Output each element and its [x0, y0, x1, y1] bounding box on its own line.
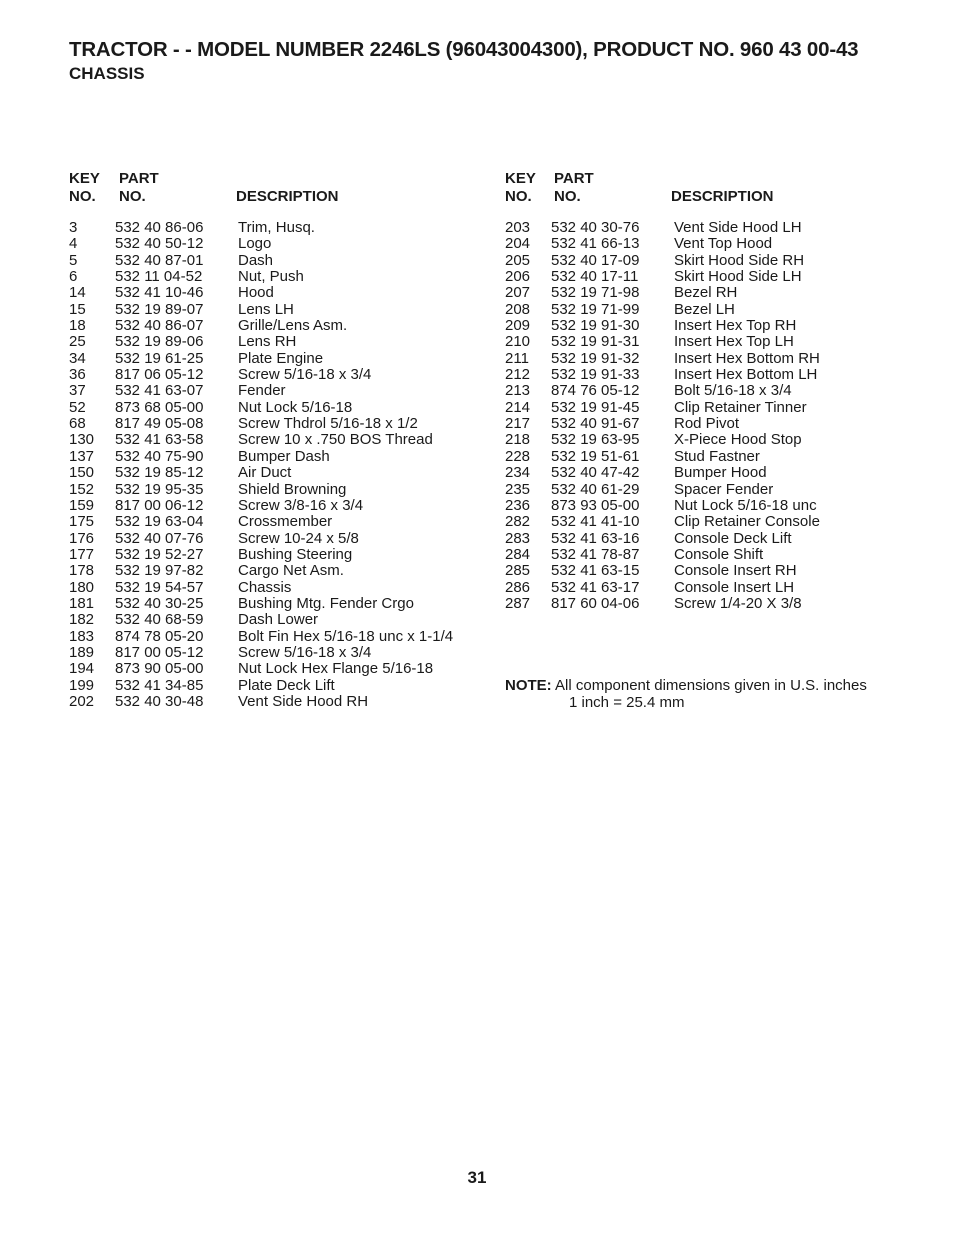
part-description: Lens RH: [238, 333, 297, 351]
part-description: Bolt Fin Hex 5/16-18 unc x 1-1/4: [238, 627, 454, 645]
key-number: 159: [69, 496, 95, 514]
key-number: 218: [505, 431, 531, 449]
part-description: Nut Lock 5/16-18: [238, 398, 353, 416]
key-number: 137: [69, 447, 95, 465]
part-number: 873 68 05-00: [115, 398, 204, 416]
key-number: 202: [69, 692, 95, 710]
key-number: 4: [69, 235, 78, 253]
part-number: 817 00 05-12: [115, 643, 204, 661]
key-number: 177: [69, 545, 95, 563]
key-number: 208: [505, 300, 531, 318]
part-number: 817 00 06-12: [115, 496, 204, 514]
part-description: Rod Pivot: [674, 415, 740, 433]
part-number: 532 40 30-25: [115, 594, 204, 612]
part-number: 532 19 63-95: [551, 431, 640, 449]
part-header-line2: NO.: [119, 188, 146, 205]
part-description: Screw Thdrol 5/16-18 x 1/2: [238, 415, 418, 433]
part-description: Insert Hex Bottom LH: [674, 366, 818, 384]
part-description: Bushing Steering: [238, 545, 353, 563]
part-number: 532 19 89-07: [115, 300, 204, 318]
part-header-line1: PART: [119, 170, 159, 187]
part-description: Spacer Fender: [674, 480, 774, 498]
part-number: 532 40 07-76: [115, 529, 204, 547]
part-description: Console Insert LH: [674, 578, 795, 596]
part-number: 532 41 10-46: [115, 284, 204, 302]
key-number: 36: [69, 366, 86, 384]
part-description: Lens LH: [238, 300, 294, 318]
part-description: Insert Hex Top LH: [674, 333, 794, 351]
part-number: 532 40 86-07: [115, 317, 204, 335]
key-number: 52: [69, 398, 86, 416]
key-number: 286: [505, 578, 531, 596]
key-number: 285: [505, 562, 531, 580]
key-number: 287: [505, 594, 531, 612]
key-number: 204: [505, 235, 531, 253]
key-number: 282: [505, 513, 531, 531]
key-number: 34: [69, 349, 86, 367]
part-description: Nut Lock Hex Flange 5/16-18: [238, 660, 434, 678]
key-number: 3: [69, 219, 78, 236]
part-description: Vent Side Hood LH: [674, 219, 802, 236]
key-number: 178: [69, 562, 95, 580]
part-description: Grille/Lens Asm.: [238, 317, 348, 335]
part-number: 532 41 63-58: [115, 431, 204, 449]
part-description: Nut, Push: [238, 268, 304, 286]
key-number: 234: [505, 464, 531, 482]
part-description: Screw 5/16-18 x 3/4: [238, 366, 372, 384]
part-description: Fender: [238, 382, 286, 400]
part-description: Cargo Net Asm.: [238, 562, 344, 580]
part-number: 532 19 91-31: [551, 333, 640, 351]
part-number: 532 19 97-82: [115, 562, 204, 580]
key-number: 25: [69, 333, 86, 351]
part-number: 532 19 71-99: [551, 300, 640, 318]
part-number: 532 19 61-25: [115, 349, 204, 367]
key-number: 6: [69, 268, 78, 286]
part-description: Bumper Dash: [238, 447, 330, 465]
key-number: 207: [505, 284, 531, 302]
part-description: Vent Top Hood: [674, 235, 773, 253]
part-number: 817 60 04-06: [551, 594, 640, 612]
part-description: Clip Retainer Console: [674, 513, 820, 531]
part-number: 532 19 91-33: [551, 366, 640, 384]
key-number: 199: [69, 676, 95, 694]
part-number: 532 40 47-42: [551, 464, 640, 482]
page-title: TRACTOR - - MODEL NUMBER 2246LS (96043004300), PRODUCT NO. 960 43 00-43: [69, 38, 859, 61]
part-number: 532 41 63-17: [551, 578, 640, 596]
key-number: 203: [505, 219, 531, 236]
key-number: 217: [505, 415, 531, 433]
part-number: 532 40 86-06: [115, 219, 204, 236]
key-number: 181: [69, 594, 95, 612]
key-number: 283: [505, 529, 531, 547]
key-number: 68: [69, 415, 86, 433]
key-number: 176: [69, 529, 95, 547]
part-number: 532 40 50-12: [115, 235, 204, 253]
part-number: 873 90 05-00: [115, 660, 204, 678]
key-number: 235: [505, 480, 531, 498]
part-number: 532 40 87-01: [115, 251, 204, 269]
description-header: DESCRIPTION: [671, 188, 774, 205]
key-number: 152: [69, 480, 95, 498]
part-description: Bezel LH: [674, 300, 735, 318]
key-number: 209: [505, 317, 531, 335]
part-description: Dash Lower: [238, 611, 319, 629]
part-number: 532 41 63-15: [551, 562, 640, 580]
part-number: 532 11 04-52: [115, 268, 203, 286]
part-number: 817 06 05-12: [115, 366, 204, 384]
part-number: 532 40 30-76: [551, 219, 640, 236]
key-number: 212: [505, 366, 531, 384]
part-number: 532 40 61-29: [551, 480, 640, 498]
part-number: 532 40 91-67: [551, 415, 640, 433]
part-number: 532 40 30-48: [115, 692, 204, 710]
part-number: 532 19 91-32: [551, 349, 640, 367]
part-description: Screw 1/4-20 X 3/8: [674, 594, 802, 612]
part-description: Vent Side Hood RH: [238, 692, 369, 710]
key-number: 228: [505, 447, 531, 465]
part-description: Clip Retainer Tinner: [674, 398, 807, 416]
page-number: 31: [467, 1168, 487, 1187]
key-number: 180: [69, 578, 95, 596]
part-description: Logo: [238, 235, 272, 253]
key-header-line1: KEY: [69, 170, 100, 187]
part-description: Screw 10-24 x 5/8: [238, 529, 359, 547]
part-number: 532 41 66-13: [551, 235, 640, 253]
part-number: 873 93 05-00: [551, 496, 640, 514]
part-description: Plate Engine: [238, 349, 324, 367]
note: [505, 678, 867, 711]
part-number: 532 19 52-27: [115, 545, 204, 563]
part-number: 532 41 78-87: [551, 545, 640, 563]
part-number: 532 41 63-07: [115, 382, 204, 400]
key-number: 210: [505, 333, 531, 351]
part-description: Bezel RH: [674, 284, 738, 302]
part-number: 532 19 51-61: [551, 447, 640, 465]
section-subtitle: CHASSIS: [69, 64, 145, 83]
part-number: 817 49 05-08: [115, 415, 204, 433]
part-description: Dash: [238, 251, 274, 269]
part-number: 532 40 17-09: [551, 251, 640, 269]
key-number: 211: [505, 349, 529, 367]
part-description: Trim, Husq.: [238, 219, 315, 236]
key-number: 236: [505, 496, 531, 514]
key-number: 175: [69, 513, 95, 531]
part-description: Air Duct: [238, 464, 292, 482]
part-description: Insert Hex Bottom RH: [674, 349, 820, 367]
key-number: 214: [505, 398, 531, 416]
part-number: 532 19 89-06: [115, 333, 204, 351]
key-number: 18: [69, 317, 86, 335]
part-description: Nut Lock 5/16-18 unc: [674, 496, 817, 514]
part-description: Bushing Mtg. Fender Crgo: [238, 594, 414, 612]
part-number: 532 19 85-12: [115, 464, 204, 482]
key-number: 15: [69, 300, 86, 318]
part-description: Console Insert RH: [674, 562, 797, 580]
part-header-line1: PART: [554, 170, 594, 187]
part-description: Screw 3/8-16 x 3/4: [238, 496, 364, 514]
part-description: Console Deck Lift: [674, 529, 792, 547]
part-number: 532 19 91-45: [551, 398, 640, 416]
part-number: 532 40 75-90: [115, 447, 204, 465]
key-number: 5: [69, 251, 78, 269]
part-description: Bumper Hood: [674, 464, 767, 482]
key-number: 206: [505, 268, 531, 286]
key-number: 150: [69, 464, 95, 482]
part-number: 532 19 91-30: [551, 317, 640, 335]
part-description: Stud Fastner: [674, 447, 760, 465]
key-number: 37: [69, 382, 86, 400]
part-description: Console Shift: [674, 545, 764, 563]
part-description: Skirt Hood Side RH: [674, 251, 805, 269]
note-label: NOTE:: [505, 677, 552, 694]
part-number: 532 41 41-10: [551, 513, 640, 531]
note-conversion: 1 inch = 25.4 mm: [569, 693, 685, 711]
part-header-line2: NO.: [554, 188, 581, 205]
part-number: 874 76 05-12: [551, 382, 640, 400]
part-description: Screw 10 x .750 BOS Thread: [238, 431, 433, 449]
part-number: 532 40 17-11: [551, 268, 639, 286]
part-number: 532 40 68-59: [115, 611, 204, 629]
part-description: X-Piece Hood Stop: [674, 431, 802, 449]
key-number: 194: [69, 660, 95, 678]
part-description: Insert Hex Top RH: [674, 317, 797, 335]
part-description: Crossmember: [238, 513, 333, 531]
key-header-line2: NO.: [69, 188, 96, 205]
part-number: 532 19 54-57: [115, 578, 204, 596]
note-text: All component dimensions given in U.S. inches: [555, 677, 867, 694]
part-number: 532 41 63-16: [551, 529, 640, 547]
part-description: Screw 5/16-18 x 3/4: [238, 643, 372, 661]
key-header-line1: KEY: [505, 170, 536, 187]
part-number: 532 19 63-04: [115, 513, 204, 531]
key-number: 182: [69, 611, 95, 629]
key-number: 189: [69, 643, 95, 661]
key-header-line2: NO.: [505, 188, 532, 205]
part-description: Bolt 5/16-18 x 3/4: [674, 382, 792, 400]
description-header: DESCRIPTION: [236, 188, 339, 205]
part-number: 532 41 34-85: [115, 676, 204, 694]
part-number: 874 78 05-20: [115, 627, 204, 645]
key-number: 213: [505, 382, 531, 400]
part-number: 532 19 71-98: [551, 284, 640, 302]
key-number: 284: [505, 545, 531, 563]
part-description: Plate Deck Lift: [238, 676, 335, 694]
part-description: Skirt Hood Side LH: [674, 268, 802, 286]
part-description: Hood: [238, 284, 274, 302]
key-number: 205: [505, 251, 531, 269]
part-description: Shield Browning: [238, 480, 347, 498]
part-number: 532 19 95-35: [115, 480, 204, 498]
part-description: Chassis: [238, 578, 292, 596]
key-number: 130: [69, 431, 95, 449]
key-number: 183: [69, 627, 95, 645]
key-number: 14: [69, 284, 86, 302]
